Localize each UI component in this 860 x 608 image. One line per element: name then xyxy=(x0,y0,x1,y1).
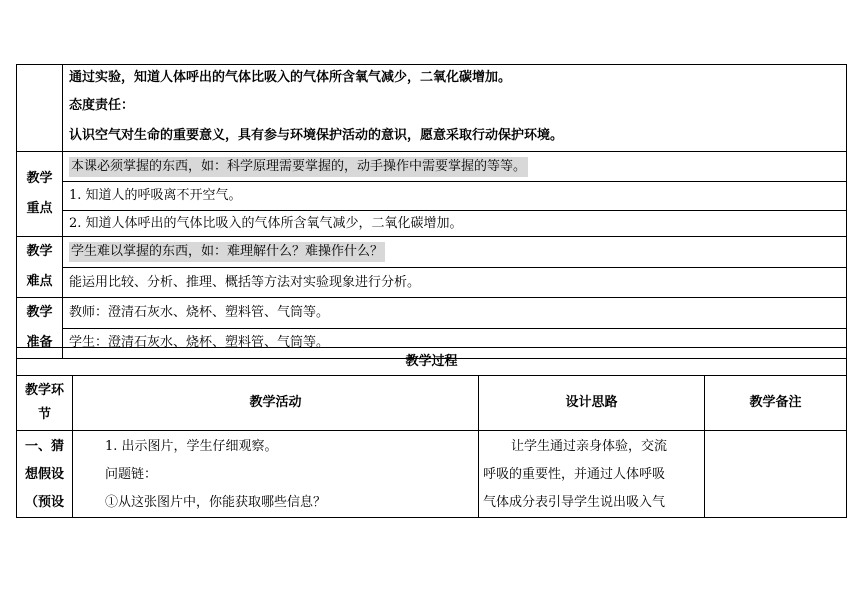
header-design: 设计思路 xyxy=(479,376,705,431)
objectives-row xyxy=(17,65,847,152)
difficulties-row-2 xyxy=(17,268,847,298)
attitude-line: 认识空气对生命的重要意义，具有参与环境保护活动的意识，愿意采取行动保护环境。 xyxy=(69,128,564,143)
process-table xyxy=(16,347,847,518)
key-points-label: 教学 重点 xyxy=(17,152,63,237)
key-points-hint: 本课必须掌握的东西，如：科学原理需要掌握的，动手操作中需要掌握的等等。 xyxy=(69,157,528,177)
key-points-hint-cell xyxy=(63,152,847,182)
objectives-content xyxy=(63,65,847,152)
design-text: 气体成分表引导学生说出吸入气 xyxy=(483,495,666,510)
question-chain-label: 问题链： xyxy=(105,467,158,482)
attitude-heading: 态度责任： xyxy=(69,98,135,113)
preparation-teacher: 教师：澄清石灰水、烧杯、塑料管、气筒等。 xyxy=(63,298,847,329)
key-point-item: 1. 知道人的呼吸离不开空气。 xyxy=(63,182,847,211)
difficulties-hint-cell xyxy=(63,237,847,268)
process-title: 教学过程 xyxy=(17,348,847,376)
objective-line: 通过实验，知道人体呼出的气体比吸入的气体所含氧气减少，二氧化碳增加。 xyxy=(69,70,512,85)
design-cell xyxy=(479,431,705,518)
key-point-item: 2. 知道人体呼出的气体比吸入的气体所含氧气减少，二氧化碳增加。 xyxy=(63,211,847,237)
key-points-row-1 xyxy=(17,152,847,182)
preparation-row-1 xyxy=(17,298,847,329)
design-text: 呼吸的重要性，并通过人体呼吸 xyxy=(483,467,666,482)
notes-cell xyxy=(705,431,847,518)
lesson-info-table xyxy=(16,64,847,359)
stage-guess-hypothesis: 一、猜 想假设 （预设 xyxy=(17,431,73,518)
difficulty-item: 能运用比较、分析、推理、概括等方法对实验现象进行分析。 xyxy=(63,268,847,298)
process-header-row xyxy=(17,376,847,431)
difficulties-label: 教学 难点 xyxy=(17,237,63,298)
key-points-row-3 xyxy=(17,211,847,237)
difficulties-hint: 学生难以掌握的东西，如：难理解什么？难操作什么？ xyxy=(69,242,385,262)
activity-cell xyxy=(73,431,479,518)
activity-step: 1. 出示图片，学生仔细观察。 xyxy=(105,439,278,454)
header-stage: 教学环 节 xyxy=(17,376,73,431)
preparation-label: 教学 准备 xyxy=(17,298,63,359)
question-item: ①从这张图片中，你能获取哪些信息？ xyxy=(105,495,327,510)
process-title-row xyxy=(17,348,847,376)
key-points-row-2 xyxy=(17,182,847,211)
difficulties-row-1 xyxy=(17,237,847,268)
header-notes: 教学备注 xyxy=(705,376,847,431)
preparation-student: 学生：澄清石灰水、烧杯、塑料管、气筒等。 xyxy=(63,328,847,359)
objectives-label-cell xyxy=(17,65,63,152)
process-row-1 xyxy=(17,431,847,518)
design-text: 让学生通过亲身体验，交流 xyxy=(511,439,668,454)
header-activity: 教学活动 xyxy=(73,376,479,431)
